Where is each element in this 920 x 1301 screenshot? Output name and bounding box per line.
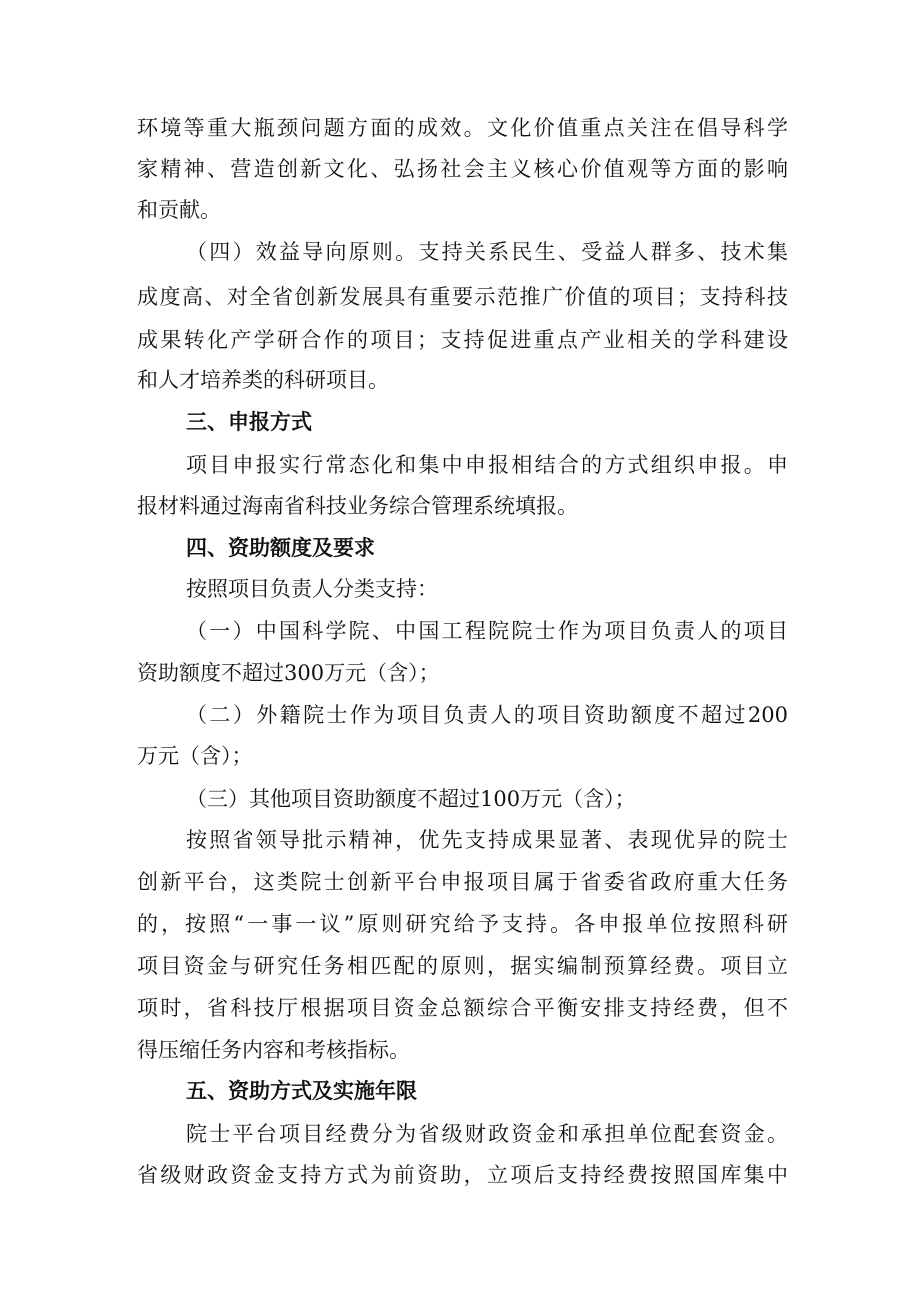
body-text-line: 万元（含）；	[137, 744, 253, 768]
body-text-line: （一）中国科学院、中国工程院院士作为项目负责人的项目	[186, 619, 788, 643]
body-text-line: （四）效益导向原则。支持关系民生、受益人群多、技术集	[186, 240, 788, 264]
body-text-line: （三）其他项目资助额度不超过100万元（含）；	[186, 787, 636, 811]
body-text-line: 得压缩任务内容和考核指标。	[137, 1038, 410, 1062]
body-text-line: 按照省领导批示精神，优先支持成果显著、表现优异的院士	[186, 828, 788, 852]
body-text-line: 项时，省科技厅根据项目资金总额综合平衡安排支持经费，但不	[137, 996, 788, 1020]
body-text-line: （二）外籍院士作为项目负责人的项目资助额度不超过200	[186, 703, 788, 727]
body-text-line: 资助额度不超过300万元（含）；	[137, 661, 440, 685]
body-text-line: 成果转化产学研合作的项目；支持促进重点产业相关的学科建设	[137, 328, 788, 352]
body-text-line: 按照项目负责人分类支持：	[186, 577, 438, 601]
body-text-line: 成度高、对全省创新发展具有重要示范推广价值的项目；支持科技	[137, 285, 788, 309]
body-text-line: 的，按照“一事一议”原则研究给予支持。各申报单位按照科研	[137, 912, 788, 936]
body-text-line: 项目资金与研究任务相匹配的原则，据实编制预算经费。项目立	[137, 954, 788, 978]
body-text-line: 省级财政资金支持方式为前资助，立项后支持经费按照国库集中	[137, 1163, 788, 1187]
body-text-line: 报材料通过海南省科技业务综合管理系统填报。	[137, 494, 578, 518]
body-text-line: 院士平台项目经费分为省级财政资金和承担单位配套资金。	[186, 1122, 788, 1146]
body-text-line: 家精神、营造创新文化、弘扬社会主义核心价值观等方面的影响	[137, 157, 788, 181]
body-text-line: 和贡献。	[137, 198, 221, 222]
body-text-line: 创新平台，这类院士创新平台申报项目属于省委省政府重大任务	[137, 870, 788, 894]
section-heading-4: 四、资助额度及要求	[186, 536, 375, 560]
section-heading-5: 五、资助方式及实施年限	[186, 1079, 417, 1103]
body-text-line: 和人才培养类的科研项目。	[137, 368, 389, 392]
body-text-line: 项目申报实行常态化和集中申报相结合的方式组织申报。申	[186, 453, 788, 477]
body-text-line: 环境等重大瓶颈问题方面的成效。文化价值重点关注在倡导科学	[137, 116, 788, 140]
section-heading-3: 三、申报方式	[186, 410, 312, 434]
